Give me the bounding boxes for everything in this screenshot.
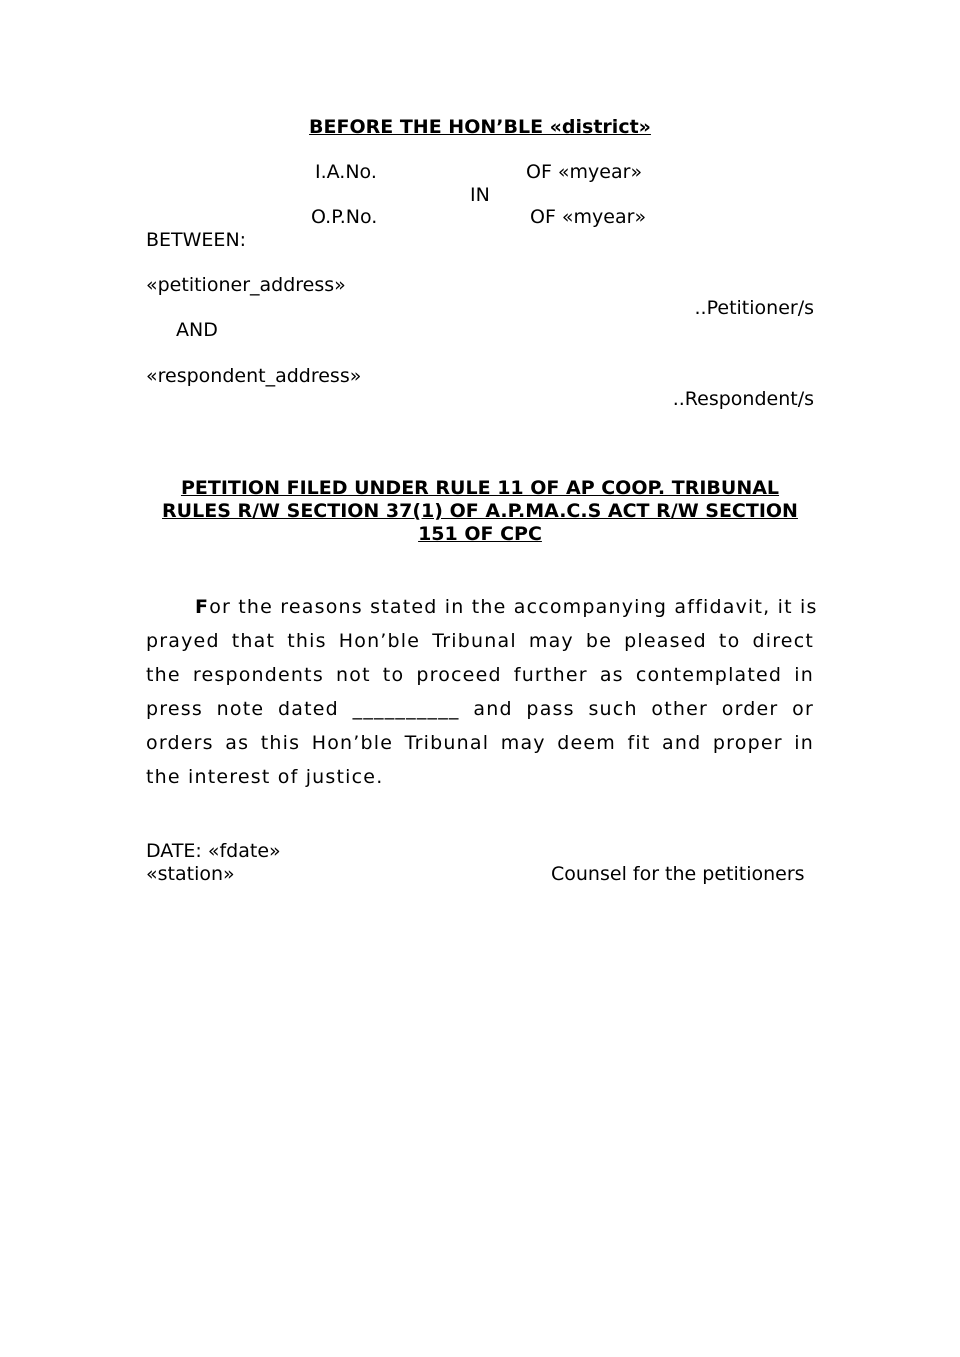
petition-title-line: 151 OF CPC <box>418 523 542 545</box>
court-heading: BEFORE THE HON’BLE «district» <box>309 116 651 138</box>
ia-number-label: I.A.No. <box>315 161 377 183</box>
body-initial: F <box>195 596 210 618</box>
body-line: orders as this Hon’ble Tribunal may deem fit and proper in <box>146 732 814 754</box>
counsel-signature: Counsel for the petitioners <box>551 863 805 885</box>
respondent-address: «respondent_address» <box>146 365 362 387</box>
body-line: the respondents not to proceed further as contemplated in <box>146 664 814 686</box>
body-line: prayed that this Hon’ble Tribunal may be pleased to direct <box>146 630 814 652</box>
petition-title <box>146 477 814 546</box>
body-line: For the reasons stated in the accompanying affidavit, it is <box>195 596 818 618</box>
in-label: IN <box>470 184 490 206</box>
and-label: AND <box>176 319 218 341</box>
station-field: «station» <box>146 863 235 885</box>
op-number-label: O.P.No. <box>311 206 378 228</box>
body-line: press note dated __________ and pass such other order or <box>146 698 814 720</box>
petition-body <box>146 590 818 794</box>
body-line: the interest of justice. <box>146 766 384 788</box>
petition-title-line: RULES R/W SECTION 37(1) OF A.P.MA.C.S ACT R/W SECTION <box>162 500 798 522</box>
date-field: DATE: «fdate» <box>146 840 281 862</box>
respondent-role: ..Respondent/s <box>672 388 814 410</box>
between-label: BETWEEN: <box>146 229 247 251</box>
petitioner-role: ..Petitioner/s <box>694 297 814 319</box>
ia-year: OF «myear» <box>526 161 643 183</box>
petitioner-address: «petitioner_address» <box>146 274 346 296</box>
petition-title-line: PETITION FILED UNDER RULE 11 OF AP COOP. TRIBUNAL <box>180 477 780 499</box>
op-year: OF «myear» <box>530 206 647 228</box>
